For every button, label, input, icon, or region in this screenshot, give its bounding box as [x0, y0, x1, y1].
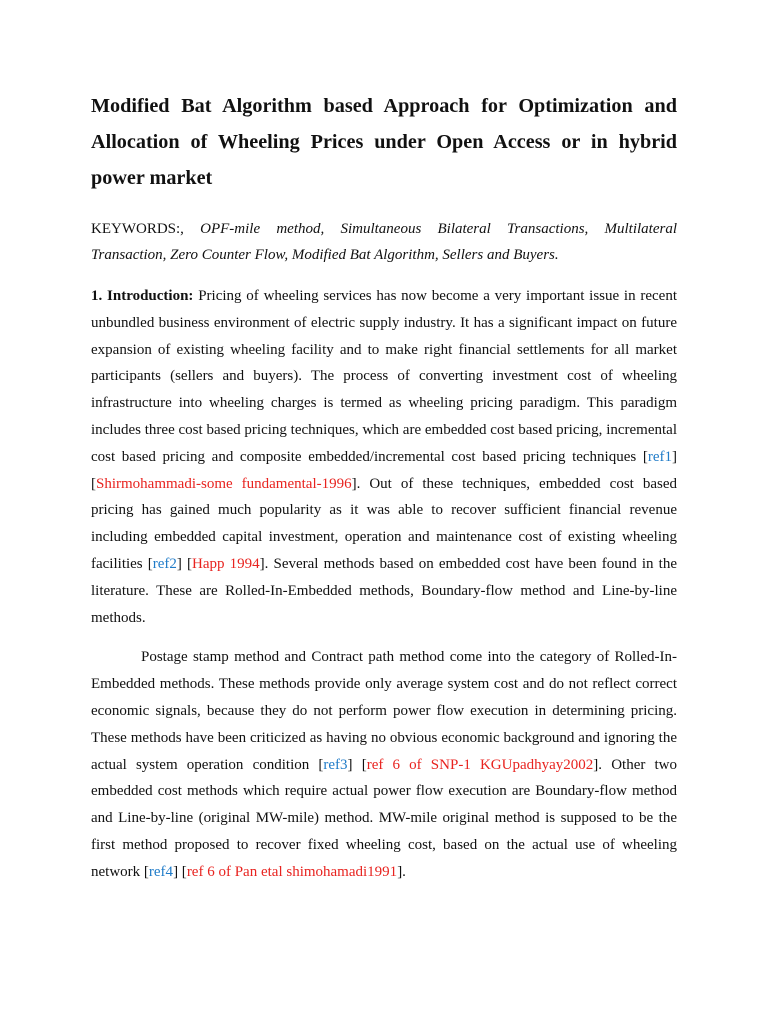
citation-upadhyay: ref 6 of SNP-1 KGUpadhyay2002 — [366, 756, 594, 773]
citation-pan-etal: ref 6 of Pan etal shimohamadi1991 — [186, 863, 398, 880]
keywords-list: OPF-mile method, Simultaneous Bilateral Transactions, Multilateral Transaction, Zero Counter Flow, Modified Bat Algorithm, Sellers and Buyers. — [91, 221, 678, 263]
para2-text-2: ] [ — [347, 756, 367, 773]
ref2-link[interactable]: ref2 — [152, 555, 177, 572]
ref1-link[interactable]: ref1 — [647, 448, 672, 465]
keywords-label: KEYWORDS:, — [91, 221, 201, 237]
title-line-1: Modified Bat Algorithm based Approach for Optimization and — [91, 95, 677, 117]
title-line-2: Allocation of Wheeling Prices under Open Access or in hybrid — [91, 131, 677, 153]
para2-text-1: Postage stamp method and Contract path method come into the category of Rolled-In-Embedded methods. These methods provide only average system cost and do not reflect correct economic signals, because they do not perform power flow execution in determining pricing. These methods have been criticized as having no obvious economic background and ignoring the actual system operation condition [ — [91, 649, 677, 773]
para2-text-4: ] [ — [173, 863, 187, 880]
ref3-link[interactable]: ref3 — [323, 756, 348, 773]
introduction-heading: 1. Introduction: — [91, 288, 194, 304]
document-page — [91, 88, 677, 886]
intro-text-2: ] [ — [91, 448, 677, 492]
introduction-paragraph — [91, 283, 677, 631]
title-line-3: power market — [91, 167, 213, 189]
intro-text-1: Pricing of wheeling services has now become a very important issue in recent unbundled business environment of electric supply industry. It has a significant impact on future expansion of existing wheeling facility and to make right financial settlements for all market participants (sellers and buyers). The process of converting investment cost of wheeling infrastructure into wheeling charges is termed as wheeling pricing paradigm. This paradigm includes three cost based pricing techniques, which are embedded cost based pricing, incremental cost based pricing and composite embedded/incremental cost based pricing techniques [ — [91, 288, 678, 465]
para2-text-5: ]. — [397, 863, 406, 880]
citation-shirmohammadi: Shirmohammadi-some fundamental-1996 — [96, 475, 352, 492]
keywords-paragraph — [91, 216, 677, 268]
document-title — [91, 88, 677, 196]
second-paragraph — [91, 644, 677, 885]
ref4-link[interactable]: ref4 — [148, 863, 174, 880]
intro-text-4: ] [ — [176, 555, 193, 572]
citation-happ: Happ 1994 — [192, 555, 260, 572]
intro-text-3: ]. Out of these techniques, embedded cost based pricing has gained much popularity as it was able to recover sufficient financial revenue including embedded capital investment, operation and maintenance cost of existing wheeling facilities [ — [91, 475, 677, 572]
intro-text-5: ]. Several methods based on embedded cost have been found in the literature. These are Rolled-In-Embedded methods, Boundary-flow method and Line-by-line methods. — [91, 555, 677, 626]
para2-text-3: ]. Other two embedded cost methods which require actual power flow execution are Boundary-flow method and Line-by-line (original MW-mile) method. MW-mile original method is supposed to be the first method proposed to recover fixed wheeling cost, based on the actual use of wheeling network [ — [91, 756, 678, 880]
